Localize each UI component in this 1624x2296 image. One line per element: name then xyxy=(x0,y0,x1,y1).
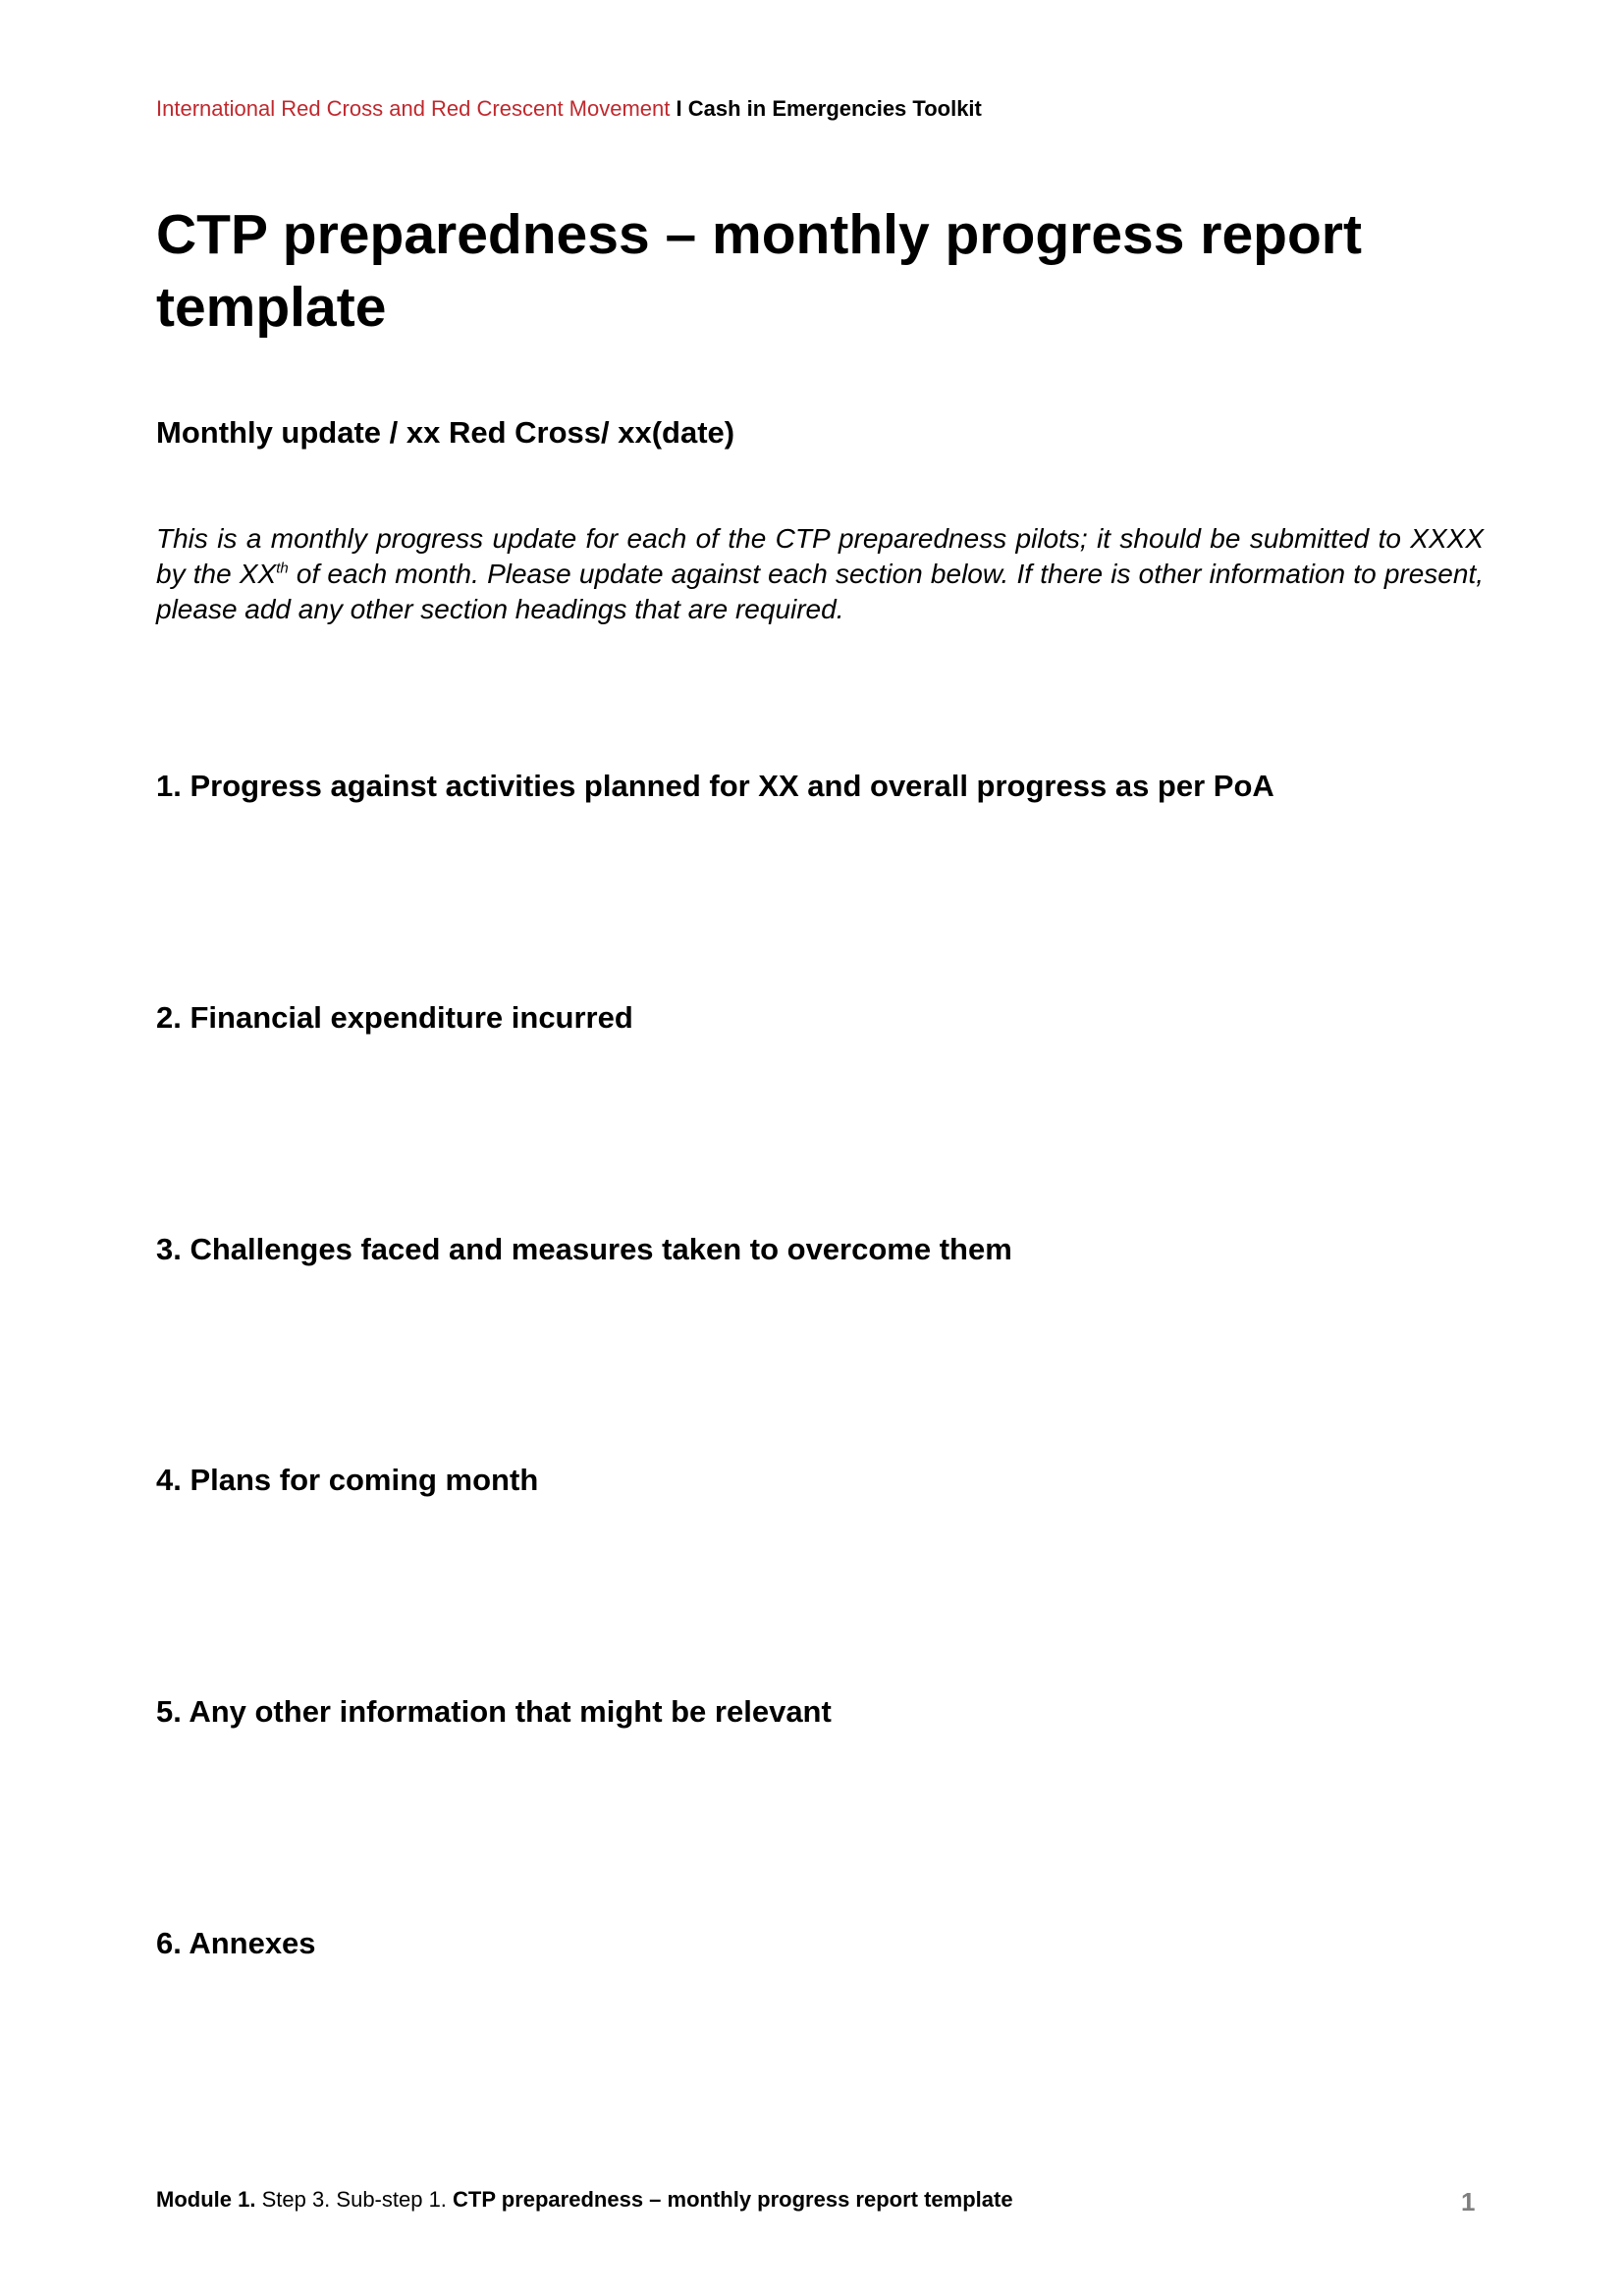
header-separator: I xyxy=(676,96,682,121)
header-organization: International Red Cross and Red Crescent Movement xyxy=(156,96,671,121)
section-heading-plans: 4. Plans for coming month xyxy=(156,1463,539,1497)
intro-text-part2: of each month. Please update against each section below. If there is other information to present, please add any other section headings that are required. xyxy=(156,559,1484,624)
footer-module: Module 1. xyxy=(156,2187,256,2212)
header-toolkit: Cash in Emergencies Toolkit xyxy=(687,96,982,121)
section-heading-annexes: 6. Annexes xyxy=(156,1926,316,1960)
page-header xyxy=(156,95,982,123)
page-footer xyxy=(156,2186,1013,2214)
document-subtitle: Monthly update / xx Red Cross/ xx(date) xyxy=(156,415,735,450)
document-title: CTP preparedness – monthly progress report template xyxy=(156,203,1362,339)
intro-superscript: th xyxy=(276,560,289,577)
section-heading-financial: 2. Financial expenditure incurred xyxy=(156,1000,633,1035)
section-heading-challenges: 3. Challenges faced and measures taken to overcome them xyxy=(156,1232,1012,1266)
footer-step: Step 3. Sub-step 1. xyxy=(261,2187,447,2212)
page-number: 1 xyxy=(1461,2187,1476,2216)
intro-paragraph xyxy=(156,521,1484,627)
section-heading-other-info: 5. Any other information that might be relevant xyxy=(156,1694,832,1729)
footer-doc-title: CTP preparedness – monthly progress report template xyxy=(453,2187,1013,2212)
section-heading-progress: 1. Progress against activities planned for XX and overall progress as per PoA xyxy=(156,769,1274,803)
intro-text-part1: This is a monthly progress update for each of the CTP preparedness pilots; it should be submitted to XXXX by the XX xyxy=(156,523,1484,589)
